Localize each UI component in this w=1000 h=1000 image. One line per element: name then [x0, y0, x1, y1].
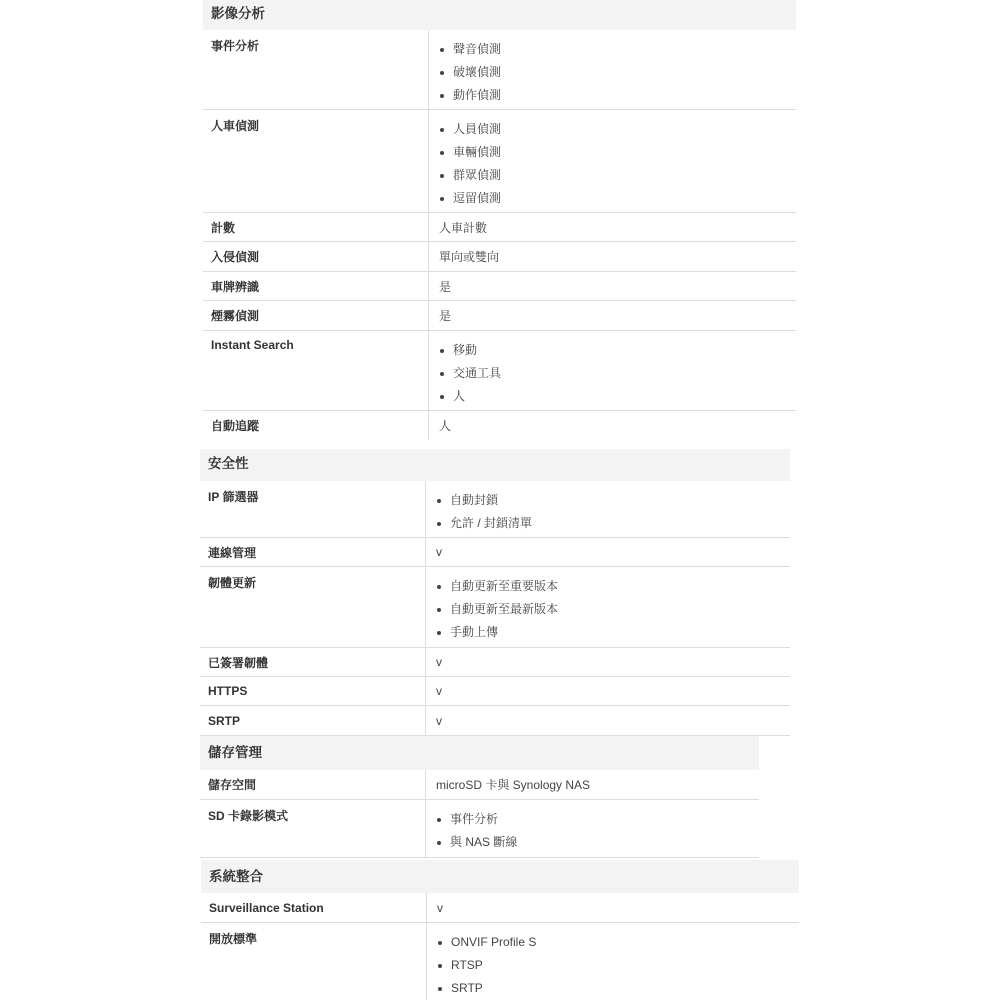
- list-item: 與 NAS 斷線: [436, 831, 759, 854]
- spec-list: [439, 38, 796, 107]
- spec-label: 煙霧偵測: [203, 301, 429, 330]
- spec-row: [201, 923, 799, 1000]
- list-item: 自動封鎖: [436, 489, 790, 512]
- section-title: 儲存管理: [200, 736, 759, 770]
- spec-row: [203, 411, 796, 440]
- spec-value: [426, 481, 790, 537]
- spec-row: [203, 242, 796, 272]
- section-title: 安全性: [200, 449, 790, 481]
- spec-value: v: [437, 900, 443, 915]
- spec-value: [426, 567, 790, 647]
- spec-label: 連線管理: [200, 538, 426, 566]
- spec-row: [200, 648, 790, 677]
- list-item: RTSP: [437, 954, 799, 977]
- spec-value: [429, 331, 796, 410]
- spec-label: SD 卡錄影模式: [200, 800, 426, 857]
- spec-row: [200, 706, 790, 736]
- list-item: 破壞偵測: [439, 61, 796, 84]
- spec-label: Surveillance Station: [201, 893, 427, 922]
- section-storage: [200, 736, 759, 858]
- spec-row: [200, 677, 790, 706]
- list-item: 事件分析: [436, 808, 759, 831]
- spec-value: 人車計數: [439, 220, 488, 235]
- spec-label: 入侵偵測: [203, 242, 429, 271]
- spec-value: 人: [439, 419, 452, 433]
- spec-label: Instant Search: [203, 331, 429, 410]
- spec-label: 人車偵測: [203, 110, 429, 212]
- spec-value: microSD 卡與 Synology NAS: [436, 778, 591, 792]
- spec-row: [203, 110, 796, 213]
- list-item: 逗留偵測: [439, 187, 796, 210]
- list-item: 允許 / 封鎖清單: [436, 512, 790, 535]
- spec-value: 是: [439, 309, 452, 323]
- section-security: [200, 449, 790, 736]
- list-item: SRTP: [437, 977, 799, 1000]
- spec-list: [436, 575, 790, 644]
- spec-value: 是: [439, 279, 452, 294]
- section-title: 系統整合: [201, 860, 799, 893]
- list-item: 人: [439, 385, 796, 408]
- spec-list: [439, 118, 796, 210]
- spec-value: v: [436, 545, 442, 559]
- spec-row: [203, 331, 796, 411]
- section-video-analytics: [203, 0, 796, 440]
- spec-label: 韌體更新: [200, 567, 426, 647]
- spec-list: [439, 339, 796, 408]
- list-item: 動作偵測: [439, 84, 796, 107]
- spec-label: 車牌辨識: [203, 272, 429, 300]
- spec-label: HTTPS: [200, 677, 426, 705]
- spec-value: [426, 800, 759, 857]
- spec-list: [437, 931, 799, 1000]
- spec-row: [200, 800, 759, 858]
- list-item: 自動更新至重要版本: [436, 575, 790, 598]
- spec-row: [200, 770, 759, 800]
- spec-label: 儲存空間: [200, 770, 426, 799]
- section-system-integration: [201, 860, 799, 1000]
- list-item: ONVIF Profile S: [437, 931, 799, 954]
- spec-row: [203, 301, 796, 331]
- spec-label: 自動追蹤: [203, 411, 429, 440]
- spec-label: 事件分析: [203, 30, 429, 109]
- spec-label: IP 篩選器: [200, 481, 426, 537]
- spec-value: [427, 923, 799, 1000]
- list-item: 聲音偵測: [439, 38, 796, 61]
- spec-row: [203, 30, 796, 110]
- spec-value: v: [436, 713, 442, 728]
- spec-row: [203, 213, 796, 242]
- spec-row: [203, 272, 796, 301]
- spec-list: [436, 808, 759, 854]
- spec-value: [429, 30, 796, 109]
- spec-value: [429, 110, 796, 212]
- spec-value: v: [436, 684, 442, 698]
- spec-list: [436, 489, 790, 535]
- spec-label: 已簽署韌體: [200, 648, 426, 676]
- spec-row: [201, 893, 799, 923]
- list-item: 人員偵測: [439, 118, 796, 141]
- list-item: 群眾偵測: [439, 164, 796, 187]
- spec-label: 計數: [203, 213, 429, 241]
- spec-label: 開放標準: [201, 923, 427, 1000]
- spec-label: SRTP: [200, 706, 426, 735]
- spec-row: [200, 538, 790, 567]
- spec-value: v: [436, 655, 442, 669]
- spec-value: 單向或雙向: [439, 250, 500, 264]
- list-item: 自動更新至最新版本: [436, 598, 790, 621]
- section-title: 影像分析: [203, 0, 796, 30]
- list-item: 手動上傳: [436, 621, 790, 644]
- list-item: 移動: [439, 339, 796, 362]
- list-item: 交通工具: [439, 362, 796, 385]
- list-item: 車輛偵測: [439, 141, 796, 164]
- spec-row: [200, 567, 790, 648]
- spec-row: [200, 481, 790, 538]
